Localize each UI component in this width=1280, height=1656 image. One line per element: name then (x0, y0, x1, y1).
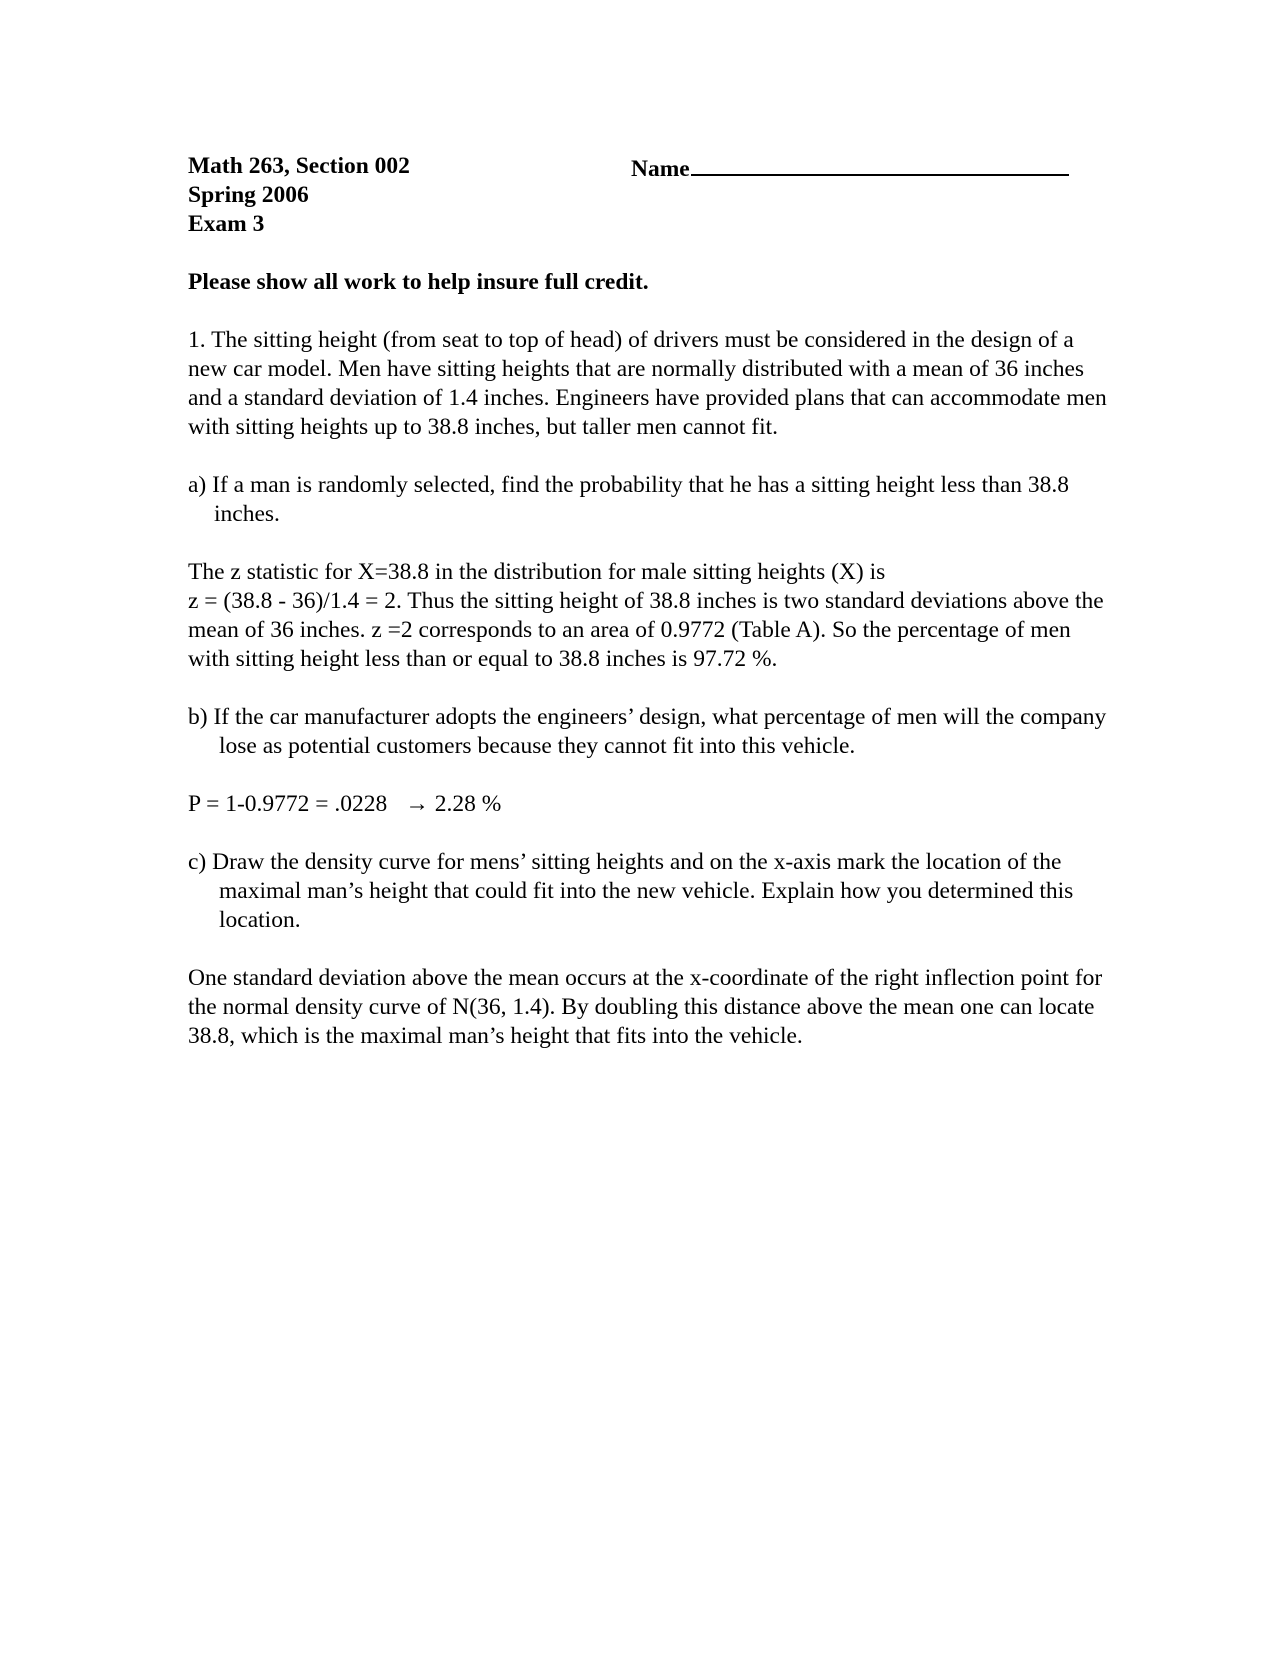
question-1c: c) Draw the density curve for mens’ sitting heights and on the x-axis mark the location of the maximal man’s height that could fit into the new vehicle. Explain how you determined this location. (188, 849, 1074, 933)
exam-page (188, 152, 1108, 1051)
name-blank-line (691, 152, 1069, 176)
answer-1b-result: 2.28 % (434, 791, 502, 817)
answer-1a-intro: The z statistic for X=38.8 in the distribution for male sitting heights (X) is (188, 559, 886, 585)
right-arrow-icon: → (405, 791, 429, 817)
name-label: Name (631, 156, 690, 182)
answer-1b-expression: P = 1-0.9772 = .0228 (188, 791, 388, 817)
question-1a: a) If a man is randomly selected, find the probability that he has a sitting height less than 38.8 inches. (188, 472, 1070, 527)
name-field (631, 152, 1069, 184)
exam-label: Exam 3 (188, 211, 265, 237)
course-title: Math 263, Section 002 (188, 153, 410, 179)
term-label: Spring 2006 (188, 182, 309, 208)
answer-1c: One standard deviation above the mean occurs at the x-coordinate of the right inflection point for the normal density curve of N(36, 1.4). By doubling this distance above the mean one can locate 38.8, which is the maximal man’s height that fits into the vehicle. (188, 965, 1103, 1049)
question-1-prompt: 1. The sitting height (from seat to top of head) of drivers must be considered in the design of a new car model. Men have sitting heights that are normally distributed with a mean of 36 inches and a standard deviation of 1.4 inches. Engineers have provided plans that can accommodate men with sitting heights up to 38.8 inches, but taller men cannot fit. (188, 327, 1107, 440)
answer-1b (188, 790, 1108, 819)
exam-header (188, 152, 1108, 239)
answer-1a-body: z = (38.8 - 36)/1.4 = 2. Thus the sitting height of 38.8 inches is two standard deviations above the mean of 36 inches. z =2 corresponds to an area of 0.9772 (Table A). So the percentage of men with sitting height less than or equal to 38.8 inches is 97.72 %. (188, 588, 1104, 672)
question-1b: b) If the car manufacturer adopts the engineers’ design, what percentage of men will the company lose as potential customers because they cannot fit into this vehicle. (188, 704, 1107, 759)
instructions: Please show all work to help insure full credit. (188, 269, 649, 295)
